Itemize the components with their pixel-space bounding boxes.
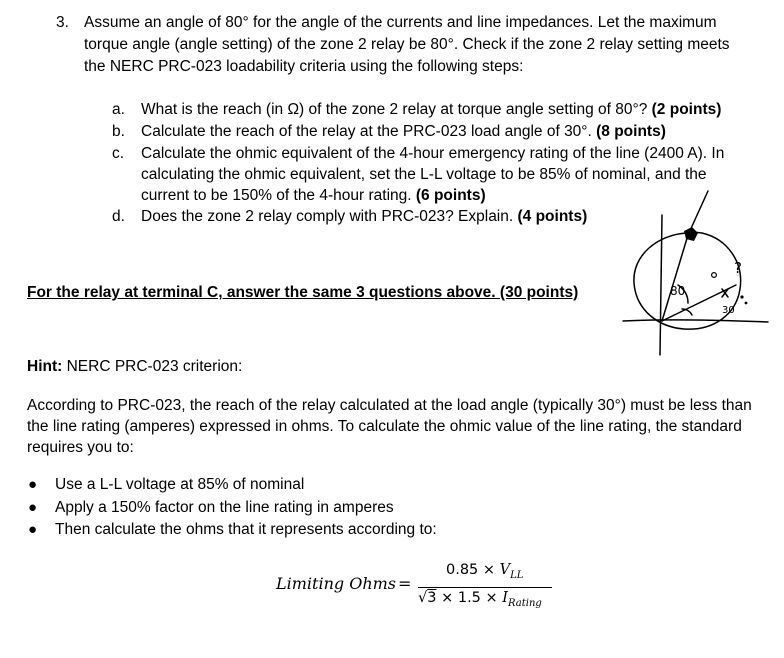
- subquestion-c-line-2: calculating the ohmic equivalent, set the L-L voltage to be 85% of nominal, and the: [141, 166, 707, 183]
- subquestion-b: Calculate the reach of the relay at the PRC-023 load angle of 30°. (8 points): [141, 123, 666, 140]
- points-b: (8 points): [596, 123, 666, 140]
- question-number: 3.: [56, 14, 69, 31]
- sketch-horizontal-axis: [623, 320, 768, 322]
- formula-label: Limiting Ohms: [276, 574, 397, 593]
- subquestion-letter-a: a.: [112, 101, 125, 118]
- subquestion-letter-d: d.: [112, 208, 125, 225]
- limiting-ohms-formula: [276, 560, 576, 620]
- points-c: (6 points): [415, 187, 486, 204]
- paragraph-line-2: the line rating (amperes) expressed in ohms. To calculate the ohmic value of the line rating, the standard: [27, 418, 742, 435]
- fraction-bar: [418, 587, 552, 588]
- subquestion-letter-b: b.: [112, 123, 125, 140]
- sketch-question-mark: ?: [734, 259, 742, 277]
- sketch-angle-label: 80: [670, 284, 686, 298]
- paragraph-line-3: requires you to:: [27, 439, 134, 456]
- terminal-c-instruction: For the relay at terminal C, answer the same 3 questions above. (30 points): [27, 284, 579, 301]
- sketch-vertical-axis: [660, 215, 662, 355]
- bullet-dot: ●: [28, 521, 38, 538]
- paragraph-line-1: According to PRC-023, the reach of the relay calculated at the load angle (typically 30°) must be less than: [27, 397, 752, 414]
- hint-line: Hint: NERC PRC-023 criterion:: [27, 358, 243, 375]
- points-a: (2 points): [651, 101, 722, 118]
- formula-equals: =: [398, 574, 412, 593]
- points-d: (4 points): [517, 208, 588, 225]
- formula-denominator: $√3 \times 1.5 \times I_{Rating}$: [418, 590, 542, 609]
- bullet-dot: ●: [28, 499, 38, 516]
- hand-drawn-mho-sketch: [618, 185, 778, 360]
- subquestion-c-line-3: current to be 150% of the 4-hour rating. (6 points): [141, 187, 486, 204]
- bullet-dot: ●: [28, 476, 38, 493]
- formula-numerator: $0.85 \times V_{LL}$: [446, 562, 524, 581]
- bullet-item-2: Apply a 150% factor on the line rating in amperes: [55, 499, 394, 516]
- hint-label: Hint:: [27, 358, 63, 375]
- question-line-1: Assume an angle of 80° for the angle of the currents and line impedances. Let the maximum: [84, 14, 717, 31]
- subquestion-d: Does the zone 2 relay comply with PRC-023? Explain. (4 points): [141, 208, 588, 225]
- question-line-3: the NERC PRC-023 loadability criteria using the following steps:: [84, 58, 524, 75]
- bullet-item-3: Then calculate the ohms that it represents according to:: [55, 521, 437, 538]
- subquestion-a: What is the reach (in Ω) of the zone 2 relay at torque angle setting of 80°? (2 points): [141, 101, 722, 118]
- sketch-intersection-mark: [684, 227, 698, 241]
- question-line-2: torque angle (angle setting) of the zone 2 relay be 80°. Check if the zone 2 relay setting meets: [84, 36, 730, 53]
- subquestion-letter-c: c.: [112, 145, 125, 162]
- subquestion-c-line-1: Calculate the ohmic equivalent of the 4-hour emergency rating of the line (2400 A). In: [141, 145, 725, 162]
- sketch-small-label: 30: [722, 305, 735, 316]
- bullet-item-1: Use a L-L voltage at 85% of nominal: [55, 476, 305, 493]
